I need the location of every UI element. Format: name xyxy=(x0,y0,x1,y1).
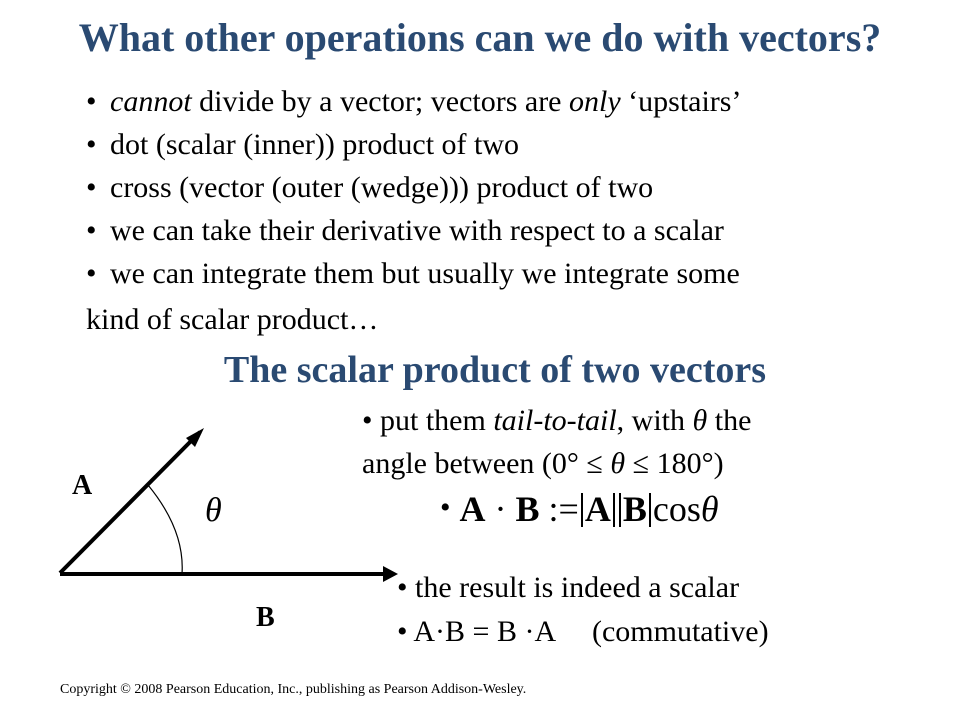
vector-a-arrow xyxy=(60,432,200,573)
explanation-text: , with xyxy=(616,404,693,437)
list-item-text: we can integrate them but usually we integrate some xyxy=(110,257,740,290)
angle-range-line xyxy=(362,442,724,485)
emphasis-text: tail-to-tail xyxy=(493,404,617,437)
section-subtitle: The scalar product of two vectors xyxy=(223,349,767,391)
bullet: • xyxy=(86,85,97,118)
bullet: • xyxy=(440,491,451,524)
bullet: • xyxy=(86,257,97,290)
abs-bar xyxy=(649,493,651,527)
formula-dot: · xyxy=(494,489,507,529)
angle-label: θ xyxy=(205,492,222,529)
formula-vector-a: A xyxy=(459,489,486,529)
vector-a-label: A xyxy=(72,470,93,501)
abs-bar xyxy=(619,493,621,527)
formula-defines: := xyxy=(548,489,579,529)
explanation-text: put them xyxy=(380,404,494,437)
list-item-text: divide by a vector; vectors are xyxy=(191,85,569,118)
formula-cos: cos xyxy=(652,489,701,529)
tail-to-tail-line xyxy=(362,399,751,442)
emphasis-text: cannot xyxy=(110,85,192,118)
property-item xyxy=(397,566,739,609)
list-item-text: ‘upstairs’ xyxy=(620,85,742,118)
explanation-text: angle between (0° ≤ xyxy=(362,447,611,480)
list-continuation: kind of scalar product… xyxy=(86,303,379,336)
theta-symbol: θ xyxy=(692,404,708,437)
vector-b-label: B xyxy=(256,602,275,633)
list-item-text: we can take their derivative with respect to a scalar xyxy=(110,214,724,247)
property-text: the result is indeed a scalar xyxy=(415,571,740,604)
bullet: • xyxy=(362,404,373,437)
property-text: A·B = B ·A (commutative) xyxy=(413,615,769,648)
bullet: • xyxy=(86,128,97,161)
angle-arc xyxy=(148,485,182,574)
formula-magnitude-b: B xyxy=(622,489,647,529)
abs-bar xyxy=(581,493,583,527)
bullet: • xyxy=(86,171,97,204)
vector-b-arrowhead xyxy=(383,566,398,582)
abs-bar xyxy=(613,493,615,527)
copyright-notice: Copyright © 2008 Pearson Education, Inc., publishing as Pearson Addison-Wesley. xyxy=(60,682,527,697)
list-item-text: dot (scalar (inner)) product of two xyxy=(110,128,520,161)
explanation-text: ≤ 180°) xyxy=(625,447,724,480)
slide-title: What other operations can we do with vectors? xyxy=(78,15,882,60)
formula-theta: θ xyxy=(700,489,719,529)
bullet: • xyxy=(397,571,408,604)
formula-magnitude-a: A xyxy=(584,489,611,529)
dot-product-formula xyxy=(440,488,719,530)
theta-symbol: θ xyxy=(610,447,626,480)
bullet: • xyxy=(86,214,97,247)
formula-vector-b: B xyxy=(515,489,540,529)
explanation-text: the xyxy=(707,404,752,437)
list-item-text: cross (vector (outer (wedge))) product of two xyxy=(110,171,654,204)
emphasis-text: only xyxy=(569,85,621,118)
property-item xyxy=(397,610,769,653)
bullet: • xyxy=(397,615,408,648)
